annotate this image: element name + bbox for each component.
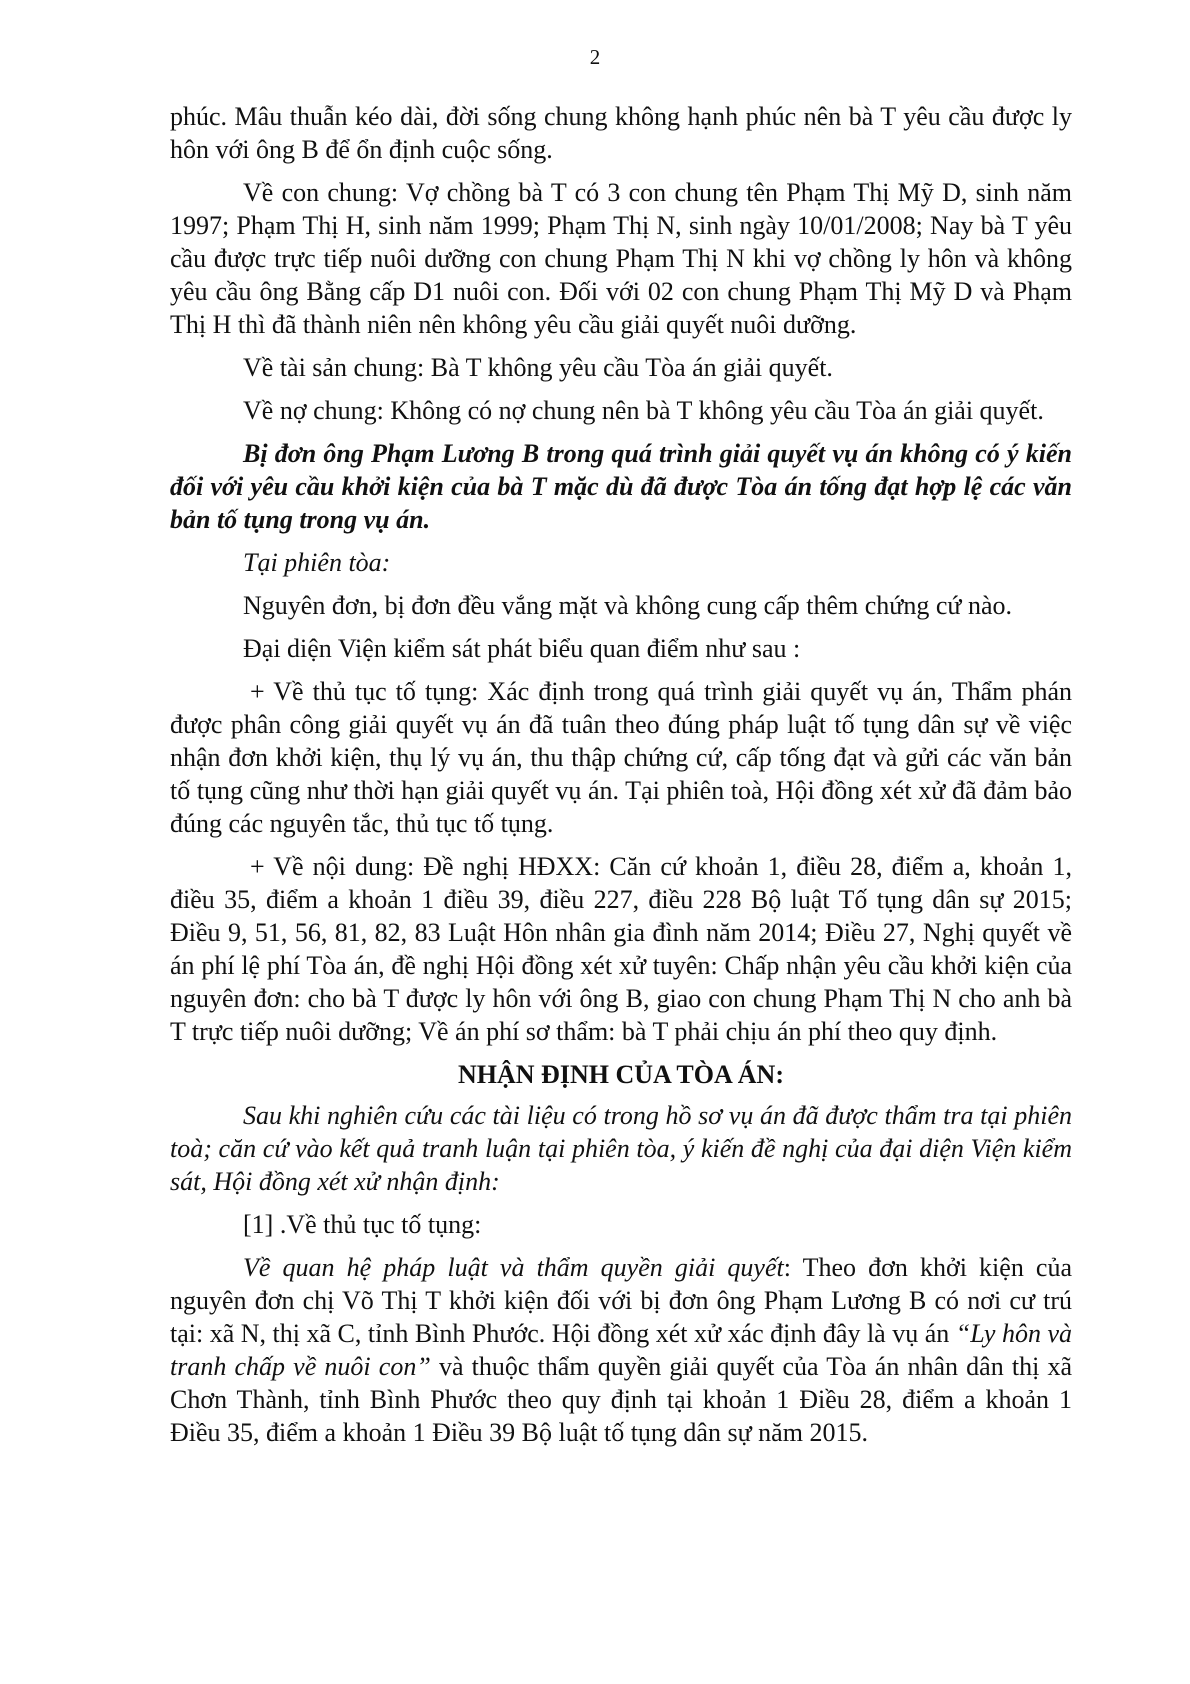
paragraph-common-children: Về con chung: Vợ chồng bà T có 3 con chung tên Phạm Thị Mỹ D, sinh năm 1997; Phạm Thị H, sinh năm 1999; Phạm Thị N, sinh ngày 10/01/2008; Nay bà T yêu cầu được trực tiếp nuôi dưỡng con chung Phạm Thị N khi vợ chồng ly hôn và không yêu cầu ông Bằng cấp D1 nuôi con. Đối với 02 con chung Phạm Thị Mỹ D và Phạm Thị H thì đã thành niên nên không yêu cầu giải quyết nuôi dưỡng. (170, 178, 1072, 339)
page-number: 2 (589, 45, 601, 69)
jurisdiction-lead: Về quan hệ pháp luật và thẩm quyền giải quyết (243, 1253, 784, 1282)
paragraph-procedure-label: [1] .Về thủ tục tố tụng: (243, 1210, 482, 1239)
paragraph-1: phúc. Mâu thuẫn kéo dài, đời sống chung không hạnh phúc nên bà T yêu cầu được ly hôn với ông B để ổn định cuộc sống. (170, 102, 1072, 164)
paragraph-jurisdiction (170, 1251, 1072, 1449)
paragraph-court-review: Sau khi nghiên cứu các tài liệu có trong hồ sơ vụ án đã được thẩm tra tại phiên toà; căn cứ vào kết quả tranh luận tại phiên tòa, ý kiến đề nghị của đại diện Viện kiểm sát, Hội đồng xét xử nhận định: (170, 1101, 1072, 1196)
paragraph-defendant: Bị đơn ông Phạm Lương B trong quá trình giải quyết vụ án không có ý kiến đối với yêu cầu khởi kiện của bà T mặc dù đã được Tòa án tống đạt hợp lệ các văn bản tố tụng trong vụ án. (170, 439, 1072, 534)
jurisdiction-text-1: : Theo đơn khởi kiện của nguyên đơn chị Võ Thị T khởi kiện đối với bị đơn ông Phạm Lương B có nơi cư trú tại: xã N, thị xã C, tỉnh Bình Phước. Hội đồng xét xử xác định đây là vụ án (170, 1253, 1073, 1348)
case-type-quote: “Ly hôn và tranh chấp về nuôi con” (170, 1319, 1072, 1381)
section-heading: NHẬN ĐỊNH CỦA TÒA ÁN: (458, 1060, 784, 1089)
jurisdiction-text-2: và thuộc thẩm quyền giải quyết của Tòa án nhân dân thị xã Chơn Thành, tỉnh Bình Phước theo quy định tại khoản 1 Điều 28, điểm a khoản 1 Điều 35, điểm a khoản 1 Điều 39 Bộ luật tố tụng dân sự năm 2015. (170, 1352, 1072, 1447)
paragraph-common-property: Về tài sản chung: Bà T không yêu cầu Tòa án giải quyết. (243, 353, 833, 382)
paragraph-procuracy-intro: Đại diện Viện kiểm sát phát biểu quan điểm như sau : (243, 634, 801, 663)
paragraph-at-hearing: Tại phiên tòa: (243, 548, 391, 577)
paragraph-parties-absent: Nguyên đơn, bị đơn đều vắng mặt và không cung cấp thêm chứng cứ nào. (243, 591, 1013, 620)
document-body (170, 100, 1072, 1459)
paragraph-content: + Về nội dung: Đề nghị HĐXX: Căn cứ khoản 1, điều 28, điểm a, khoản 1, điều 35, điểm a khoản 1 điều 39, điều 227, điều 228 Bộ luật Tố tụng dân sự 2015; Điều 9, 51, 56, 81, 82, 83 Luật Hôn nhân gia đình năm 2014; Điều 27, Nghị quyết về án phí lệ phí Tòa án, đề nghị Hội đồng xét xử tuyên: Chấp nhận yêu cầu khởi kiện của nguyên đơn: cho bà T được ly hôn với ông B, giao con chung Phạm Thị N cho anh bà T trực tiếp nuôi dưỡng; Về án phí sơ thẩm: bà T phải chịu án phí theo quy định. (170, 852, 1072, 1046)
paragraph-procedure: + Về thủ tục tố tụng: Xác định trong quá trình giải quyết vụ án, Thẩm phán được phân công giải quyết vụ án đã tuân theo đúng pháp luật tố tụng dân sự về việc nhận đơn khởi kiện, thụ lý vụ án, thu thập chứng cứ, cấp tống đạt và gửi các văn bản tố tụng cũng như thời hạn giải quyết vụ án. Tại phiên toà, Hội đồng xét xử đã đảm bảo đúng các nguyên tắc, thủ tục tố tụng. (170, 677, 1072, 838)
paragraph-common-debt: Về nợ chung: Không có nợ chung nên bà T không yêu cầu Tòa án giải quyết. (243, 396, 1044, 425)
